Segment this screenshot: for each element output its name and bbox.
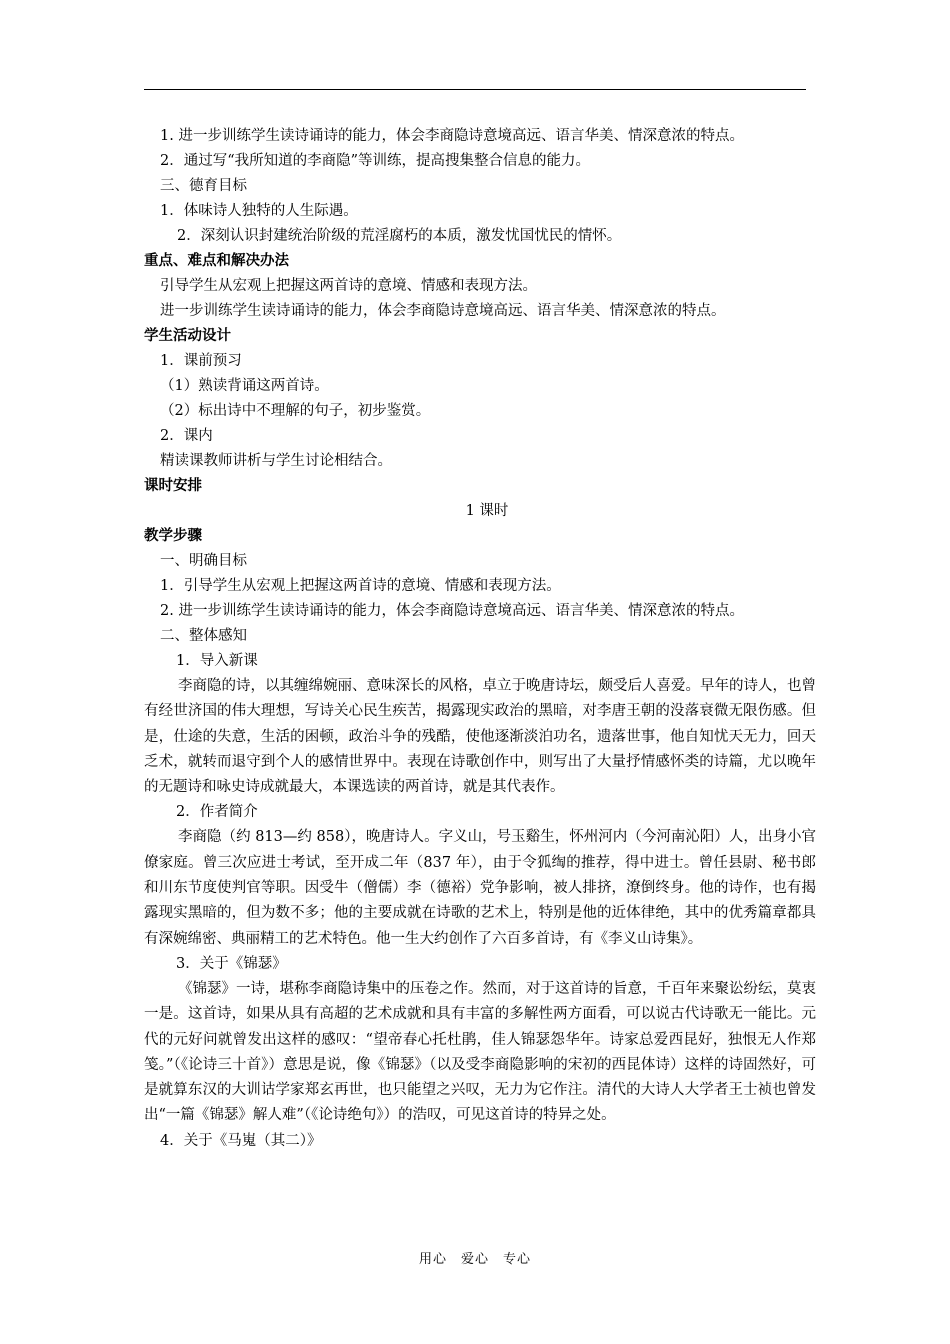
section-moral-goals: 三、德育目标 <box>160 178 247 194</box>
paragraph-introduction: 李商隐的诗，以其缠绵婉丽、意味深长的风格，卓立于晚唐诗坛，颇受后人喜爱。早年的诗人，也曾有经世济国的伟大理想，写诗关心民生疾苦，揭露现实政治的黑暗，对李唐王朝的没落衰微无限伤感。但是，仕途的失意，生活的困顿，政治斗争的残酷，使他逐渐淡泊功名，遗落世事，他自知忧天无力，回天乏术，就转而退守到个人的感情世界中。表现在诗歌创作中，则写出了大量抒情感怀类的诗篇，尤以晚年的无题诗和咏史诗成就最大，本课选读的两首诗，就是其代表作。 <box>144 678 816 796</box>
key-point-2: 进一步训练学生读诗诵诗的能力，体会李商隐诗意境高远、语言华美、情深意浓的特点。 <box>160 303 726 319</box>
heading-key-points: 重点、难点和解决办法 <box>144 253 289 269</box>
objective-line-1: 1. 进一步训练学生读诗诵诗的能力，体会李商隐诗意境高远、语言华美、情深意浓的特点。 <box>160 128 744 144</box>
heading-teaching-steps: 教学步骤 <box>144 528 202 544</box>
moral-goal-2: 2．深刻认识封建统治阶级的荒淫腐朽的本质，激发忧国忧民的情怀。 <box>177 228 622 244</box>
page-footer: 用心 爱心 专心 <box>418 1252 531 1267</box>
step-goal-1: 1．引导学生从宏观上把握这两首诗的意境、情感和表现方法。 <box>160 578 561 594</box>
moral-goal-1: 1．体味诗人独特的人生际遇。 <box>160 203 358 219</box>
header-rule <box>144 89 806 90</box>
step-goal-2: 2. 进一步训练学生读诗诵诗的能力，体会李商隐诗意境高远、语言华美、情深意浓的特点。 <box>160 603 744 619</box>
objective-line-2: 2．通过写“我所知道的李商隐”等训练，提高搜集整合信息的能力。 <box>160 153 591 169</box>
subheading-mawei: 4．关于《马嵬（其二）》 <box>160 1132 322 1149</box>
activity-in-class-desc: 精读课教师讲析与学生讨论相结合。 <box>160 453 392 469</box>
activity-preview: 1．课前预习 <box>160 353 242 369</box>
subheading-author: 2．作者简介 <box>176 804 258 821</box>
subheading-introduction: 1．导入新课 <box>176 653 258 669</box>
activity-in-class: 2．课内 <box>160 428 213 444</box>
document-body <box>144 124 816 1154</box>
heading-schedule: 课时安排 <box>144 478 202 494</box>
step-overall-perception: 二、整体感知 <box>160 628 247 644</box>
activity-preview-1: （1）熟读背诵这两首诗。 <box>160 378 329 394</box>
step-clarify-goals: 一、明确目标 <box>160 553 247 569</box>
subheading-jinse: 3．关于《锦瑟》 <box>176 955 287 972</box>
key-point-1: 引导学生从宏观上把握这两首诗的意境、情感和表现方法。 <box>160 278 537 294</box>
paragraph-author: 李商隐（约 813—约 858），晚唐诗人。字义山，号玉谿生，怀州河内（今河南沁阳）人，出身小官僚家庭。曾三次应进士考试，至开成二年（837 年），由于令狐绹的推荐，得中进士。曾任县尉、秘书郎和川东节度使判官等职。因受牛（僧儒）李（德裕）党争影响，被人排挤，潦倒终身。他的诗作，也有揭露现实黑暗的，但为数不多；他的主要成就在诗歌的艺术上，特别是他的近体律绝，其中的优秀篇章都具有深婉绵密、典丽精工的艺术特色。他一生大约创作了六百多首诗，有《李义山诗集》。 <box>144 829 816 947</box>
activity-preview-2: （2）标出诗中不理解的句子，初步鉴赏。 <box>160 403 431 419</box>
heading-student-activities: 学生活动设计 <box>144 328 231 344</box>
schedule-value: 1 课时 <box>465 503 509 519</box>
paragraph-jinse: 《锦瑟》一诗，堪称李商隐诗集中的压卷之作。然而，对于这首诗的旨意，千百年来聚讼纷纭，莫衷一是。这首诗，如果从具有高超的艺术成就和具有丰富的多解性两方面看，可以说古代诗歌无一能比。元代的元好问就曾发出这样的感叹：“望帝春心托杜鹃，佳人锦瑟怨华年。诗家总爱西昆好，独恨无人作郑笺。”（《论诗三十首》）意思是说，像《锦瑟》（以及受李商隐影响的宋初的西昆体诗）这样的诗固然好，可是就算东汉的大训诂学家郑玄再世，也只能望之兴叹，无力为它作注。清代的大诗人大学者王士祯也曾发出“一篇《锦瑟》解人难”（《论诗绝句》）的浩叹，可见这首诗的特异之处。 <box>144 980 816 1124</box>
